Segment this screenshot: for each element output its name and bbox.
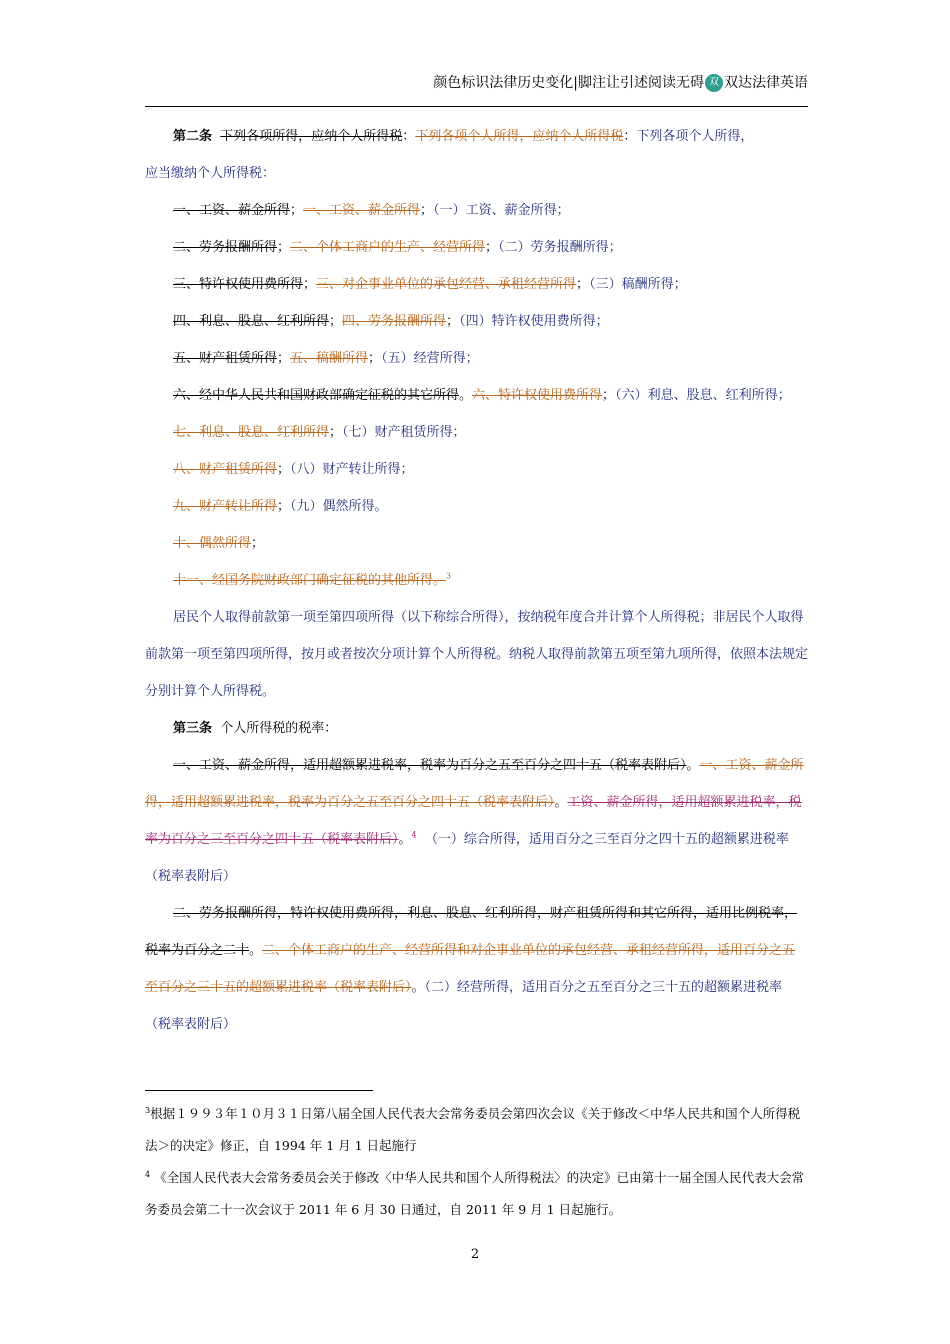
article-3-item-2: 二、劳务报酬所得，特许权使用费所得，利息、股息、红利所得，财产租赁所得和其它所得，适用比例税率，税率为百分之二十。二、个体工商户的生产、经营所得和对企事业单位的承包经营、承租经营所得，适用百分之五至百分之三十五的超额累进税率（税率表附后）。（二）经营所得，适用百分之五至百分之三十五的超额累进税率（税率表附后） (145, 906, 798, 1032)
list-item: 一、工资、薪金所得；一、工资、薪金所得；（一）工资、薪金所得； (173, 203, 570, 218)
footnote-ref[interactable]: 4 (411, 830, 417, 840)
list-item: 十一、经国务院财政部门确定征税的其他所得。$^3$ (173, 571, 452, 588)
article-3-item-1: 一、工资、薪金所得，适用超额累进税率，税率为百分之五至百分之四十五（税率表附后）。一、工资、薪金所得，适用超额累进税率，税率为百分之五至百分之四十五（税率表附后）。工资、薪金所得，适用超额累进税率，税率为百分之三至百分之四十五（税率表附后）。$^4$ （一）综合所得，适用百分之三至百分之四十五的超额累进税率（税率表附后） (145, 758, 804, 884)
logo-icon: 双 (705, 74, 723, 92)
footnote-separator (145, 1090, 373, 1091)
footnote-ref[interactable]: 3 (446, 571, 452, 581)
list-item: 九、财产转让所得；（九）偶然所得。 (173, 499, 388, 514)
article-2-heading-cont: 应当缴纳个人所得税： (145, 166, 276, 181)
list-item: 四、利息、股息、红利所得；四、劳务报酬所得；（四）特许权使用费所得； (173, 314, 609, 329)
page-header (145, 70, 808, 107)
page-number: 2 (470, 1247, 480, 1262)
footnotes (145, 1098, 808, 1226)
list-item: 七、利息、股息、红利所得；（七）财产租赁所得； (173, 425, 466, 440)
header-text-left: 颜色标识法律历史变化|脚注让引述阅读无碍 (433, 75, 704, 91)
list-item: 二、劳务报酬所得；二、个体工商户的生产、经营所得；（二）劳务报酬所得； (173, 240, 622, 255)
list-item: 三、特许权使用费所得；三、对企事业单位的承包经营、承租经营所得；（三）稿酬所得； (173, 277, 687, 292)
footnote: $^4$ 《全国人民代表大会常务委员会关于修改〈中华人民共和国个人所得税法〉的决定》已由第十一届全国人民代表大会常务委员会第二十一次会议于 2011 年 6 月 30 日通过，自 2011 年 9 月 1 日起施行。 (145, 1169, 805, 1217)
footnote: $^3$根据１９９３年１０月３１日第八届全国人民代表大会常务委员会第四次会议《关于修改＜中华人民共和国个人所得税法＞的决定》修正，自 1994 年 1 月 1 日起施行 (145, 1105, 801, 1153)
document-body (145, 118, 808, 1043)
list-item: 五、财产租赁所得；五、稿酬所得；（五）经营所得； (173, 351, 479, 366)
list-item: 十、偶然所得； (173, 536, 265, 551)
article-2-paragraph: 居民个人取得前款第一项至第四项所得（以下称综合所得），按纳税年度合并计算个人所得税；非居民个人取得前款第一项至第四项所得，按月或者按次分项计算个人所得税。纳税人取得前款第五项至第九项所得，依照本法规定分别计算个人所得税。 (145, 610, 809, 699)
list-item: 六、经中华人民共和国财政部确定征税的其它所得。六、特许权使用费所得；（六）利息、股息、红利所得； (173, 388, 791, 403)
list-item: 八、财产租赁所得；（八）财产转让所得； (173, 462, 414, 477)
article-3-heading: 第三条 个人所得税的税率： (173, 721, 338, 736)
article-2-heading: 第二条 下列各项所得，应纳个人所得税：下列各项个人所得，应纳个人所得税：下列各项个人所得， (173, 129, 754, 144)
header-text-right: 双达法律英语 (724, 75, 808, 91)
